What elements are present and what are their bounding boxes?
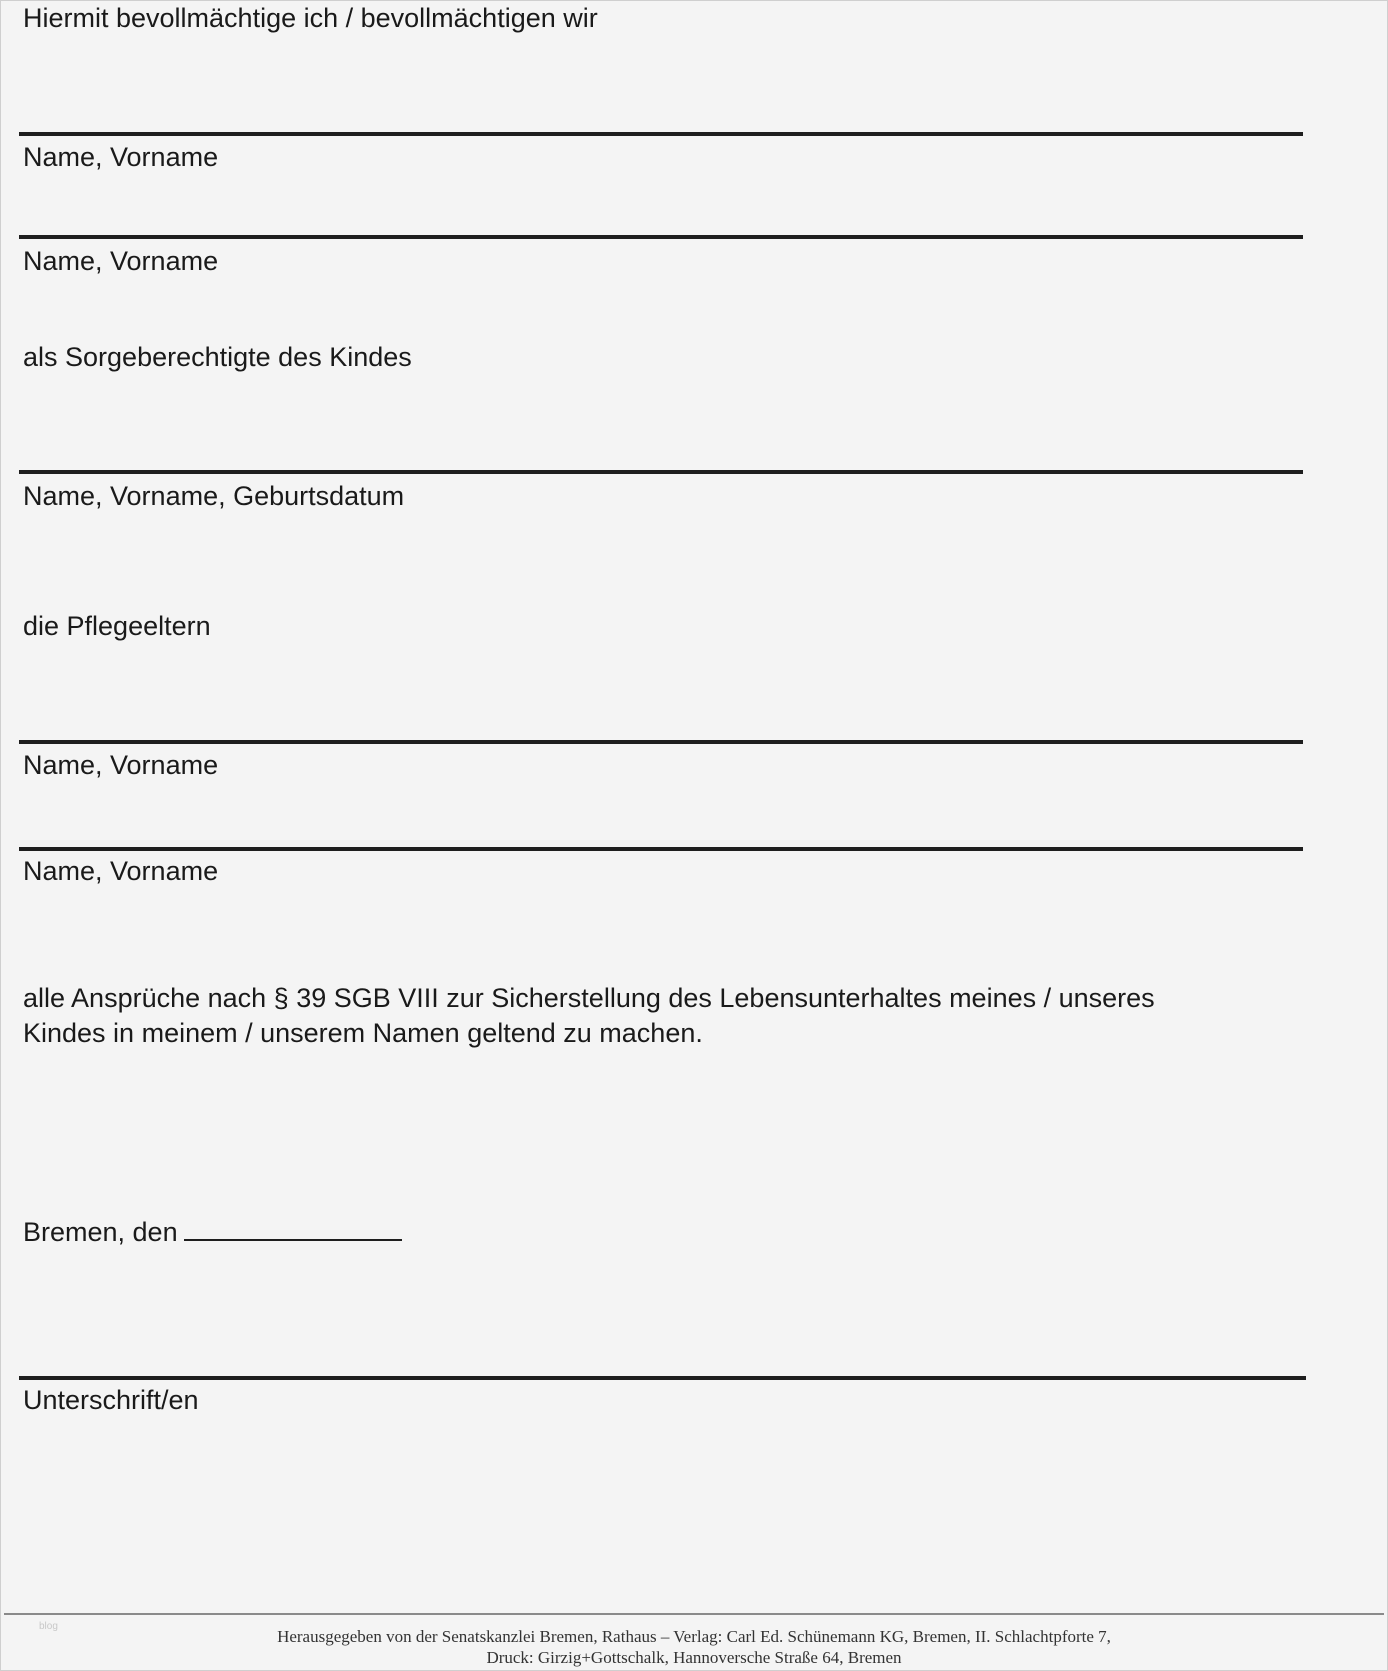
foster-field-1-label: Name, Vorname <box>23 750 219 780</box>
name-field-1[interactable] <box>19 132 1303 136</box>
footer-line-2: Druck: Girzig+Gottschalk, Hannoversche Straße 64, Bremen <box>486 1648 902 1667</box>
intro-text: Hiermit bevollmächtige ich / bevollmächtigen wir <box>23 3 598 33</box>
footer-line-1: Herausgegeben von der Senatskanzlei Bremen, Rathaus – Verlag: Carl Ed. Schünemann KG, Bremen, II. Schlachtpforte 7, <box>277 1627 1111 1646</box>
place-date-label: Bremen, den <box>23 1217 178 1247</box>
watermark: blog <box>39 1621 58 1632</box>
date-field[interactable] <box>184 1215 402 1241</box>
foster-field-2[interactable] <box>19 847 1303 851</box>
name-field-2-label: Name, Vorname <box>23 246 219 276</box>
name-field-1-label: Name, Vorname <box>23 142 219 172</box>
signature-field[interactable] <box>19 1376 1306 1380</box>
child-field-label: Name, Vorname, Geburtsdatum <box>23 481 405 511</box>
footer-divider <box>4 1613 1384 1615</box>
name-field-2[interactable] <box>19 235 1303 239</box>
claim-text-line-2: Kindes in meinem / unserem Namen geltend zu machen. <box>23 1018 703 1048</box>
child-intro-text: als Sorgeberechtigte des Kindes <box>23 342 412 372</box>
foster-field-2-label: Name, Vorname <box>23 856 219 886</box>
place-date-row <box>23 1215 402 1248</box>
child-field[interactable] <box>19 470 1303 474</box>
foster-intro-text: die Pflegeeltern <box>23 611 211 641</box>
signature-label: Unterschrift/en <box>23 1385 199 1415</box>
foster-field-1[interactable] <box>19 740 1303 744</box>
claim-text-line-1: alle Ansprüche nach § 39 SGB VIII zur Sicherstellung des Lebensunterhaltes meines / unseres <box>23 983 1155 1013</box>
